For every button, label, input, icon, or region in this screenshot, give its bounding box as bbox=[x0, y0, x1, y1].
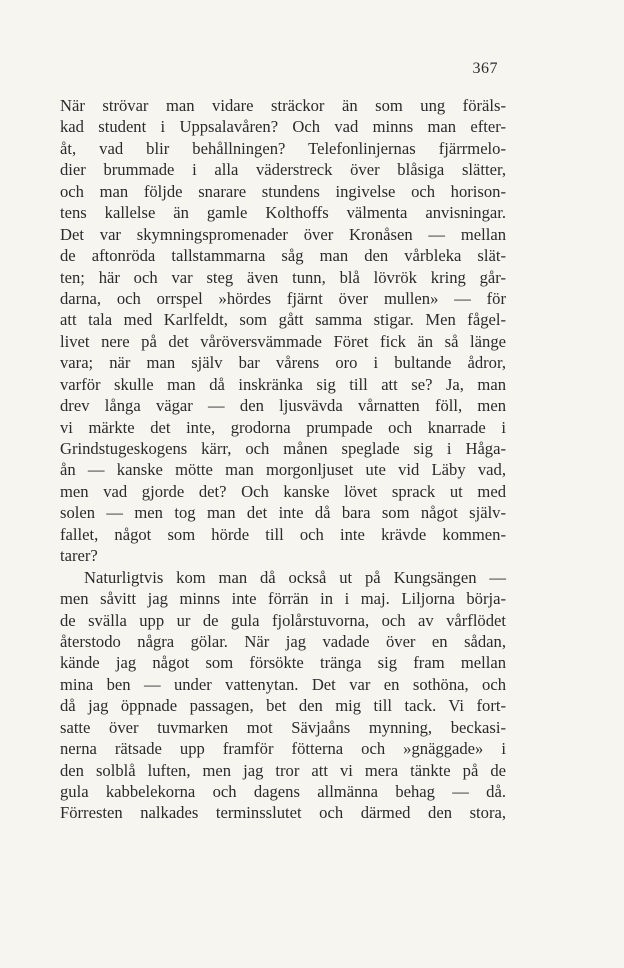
text-line: varför skulle man då inskränka sig till att se? Ja, man bbox=[60, 374, 506, 394]
text-line: de aftonröda tallstammarna såg man den vårbleka slät- bbox=[60, 246, 506, 266]
page-number: 367 bbox=[472, 60, 498, 77]
text-line: gula kabbelekorna och dagens allmänna behag — då. bbox=[60, 782, 506, 801]
text-line: tarer? bbox=[60, 546, 98, 566]
text-line: Det var skymningspromenader över Kronåsen — mellan bbox=[60, 224, 506, 244]
text-line: men vad gjorde det? Och kanske lövet sprack ut med bbox=[60, 481, 506, 501]
paragraph bbox=[60, 567, 506, 824]
text-line: darna, och orrspel »hördes fjärnt över mullen» — för bbox=[60, 288, 506, 308]
text-line: Grindstugeskogens kärr, och månen speglade sig i Håga- bbox=[60, 439, 506, 458]
text-line: Förresten nalkades terminsslutet och därmed den stora, bbox=[60, 803, 506, 823]
text-line: nerna rätsade upp framför fötterna och »gnäggade» i bbox=[60, 739, 506, 759]
text-line: då jag öppnade passagen, bet den mig till tack. Vi fort- bbox=[60, 696, 506, 716]
text-line: de svälla upp ur de gula fjolårstuvorna, och av vårflödet bbox=[60, 610, 506, 630]
text-line: satte över tuvmarken mot Sävjaåns mynning, beckasi- bbox=[60, 717, 506, 737]
text-line: åt, vad blir behållningen? Telefonlinjernas fjärrmelo- bbox=[60, 138, 506, 158]
text-line: drev långa vägar — den ljusvävda vårnatten föll, men bbox=[60, 396, 506, 416]
text-line: solen — men tog man det inte då bara som något själv- bbox=[60, 503, 506, 523]
text-line: fallet, något som hörde till och inte krävde kommen- bbox=[60, 524, 506, 544]
text-line: den solblå luften, men jag tror att vi mera tänkte på de bbox=[60, 760, 506, 780]
text-line: ån — kanske mötte man morgonljuset ute vid Läby vad, bbox=[60, 460, 506, 480]
body-text bbox=[60, 95, 506, 824]
text-line: kad student i Uppsalavåren? Och vad minns man efter- bbox=[60, 117, 506, 137]
text-line: vi märkte det inte, grodorna prumpade och knarrade i bbox=[60, 417, 506, 437]
text-line: mina ben — under vattenytan. Det var en sothöna, och bbox=[60, 674, 506, 694]
text-line: kände jag något som försökte tränga sig fram mellan bbox=[60, 653, 506, 673]
text-line: livet nere på det våröversvämmade Föret fick än så länge bbox=[60, 331, 506, 351]
text-line: Naturligtvis kom man då också ut på Kungsängen — bbox=[84, 567, 506, 587]
paragraph bbox=[60, 95, 506, 567]
text-line: vara; när man själv bar vårens oro i bultande ådror, bbox=[60, 353, 506, 373]
text-line: tens kallelse än gamle Kolthoffs välmenta anvisningar. bbox=[60, 203, 506, 223]
text-line: När strövar man vidare sträckor än som ung föräls- bbox=[60, 96, 506, 115]
text-line: att tala med Karlfeldt, som gått samma stigar. Men fågel- bbox=[60, 310, 506, 330]
text-line: men såvitt jag minns inte förrän in i maj. Liljorna börja- bbox=[60, 589, 506, 609]
text-line: ten; här och var steg även tunn, blå lövrök kring går- bbox=[60, 267, 506, 287]
text-line: och man följde snarare stundens ingivelse och horison- bbox=[60, 181, 506, 201]
text-line: återstodo några gölar. När jag vadade över en sådan, bbox=[60, 631, 506, 651]
text-line: dier brummade i alla väderstreck över blåsiga slätter, bbox=[60, 160, 506, 180]
